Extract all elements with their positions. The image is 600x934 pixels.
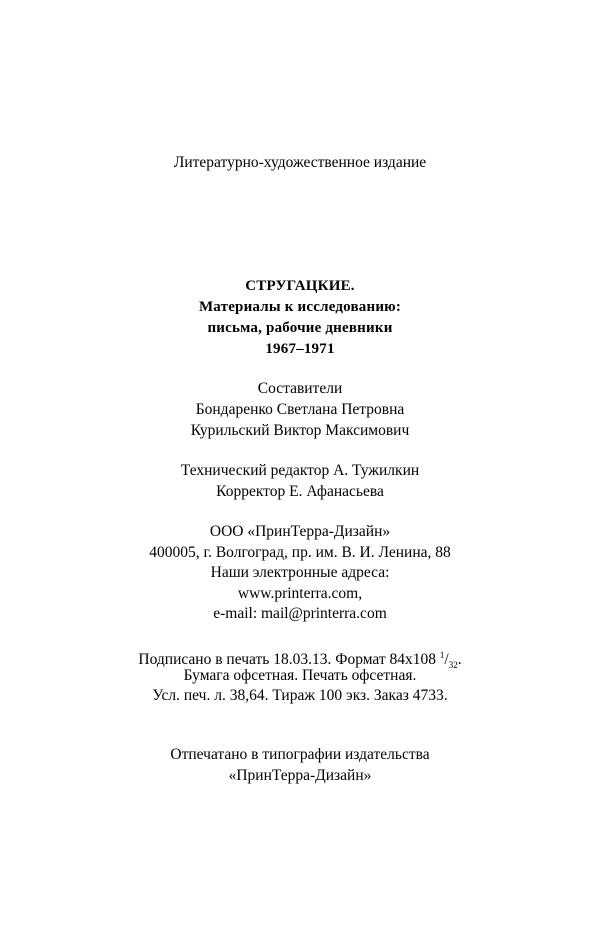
publisher-address: 400005, г. Волгоград, пр. им. В. И. Ленина, 88 [149, 544, 451, 561]
compiler-name: Бондаренко Светлана Петровна [195, 401, 405, 418]
website: www.printerra.com, [237, 585, 363, 602]
title-authors: СТРУГАЦКИЕ. [245, 278, 355, 294]
print-signed: Подписано в печать 18.03.13. Формат 84x108 $^1/_{32}$. [138, 650, 462, 670]
tech-editor: Технический редактор А. Тужилкин [180, 462, 420, 479]
paper-type: Бумага офсетная. Печать офсетная. [183, 667, 417, 684]
printing-house-line-2: «ПринТерра-Дизайн» [228, 767, 372, 784]
format-fraction-numerator: 1 [439, 650, 445, 660]
title-line-2: Материалы к исследованию: [198, 299, 402, 315]
emails-label: Наши электронные адреса: [210, 564, 390, 581]
email: e-mail: mail@printerra.com [213, 605, 387, 622]
proofreader: Корректор Е. Афанасьева [216, 483, 384, 500]
edition-type: Литературно-художественное издание [173, 154, 427, 171]
format-fraction-tail: . [457, 651, 462, 668]
print-volume: Усл. печ. л. 38,64. Тираж 100 экз. Заказ 4733. [152, 687, 448, 704]
title-line-3: письма, рабочие дневники [207, 320, 393, 336]
publisher-name: ООО «ПринТерра-Дизайн» [209, 523, 391, 540]
print-signed-text: Подписано в печать 18.03.13. Формат 84x108 [138, 651, 437, 668]
title-years: 1967–1971 [265, 341, 335, 357]
compilers-heading: Составители [257, 380, 343, 397]
compiler-name: Курильский Виктор Максимович [190, 422, 410, 439]
printing-house-line-1: Отпечатано в типографии издательства [170, 746, 430, 763]
format-fraction-denominator: 32 [448, 660, 458, 670]
